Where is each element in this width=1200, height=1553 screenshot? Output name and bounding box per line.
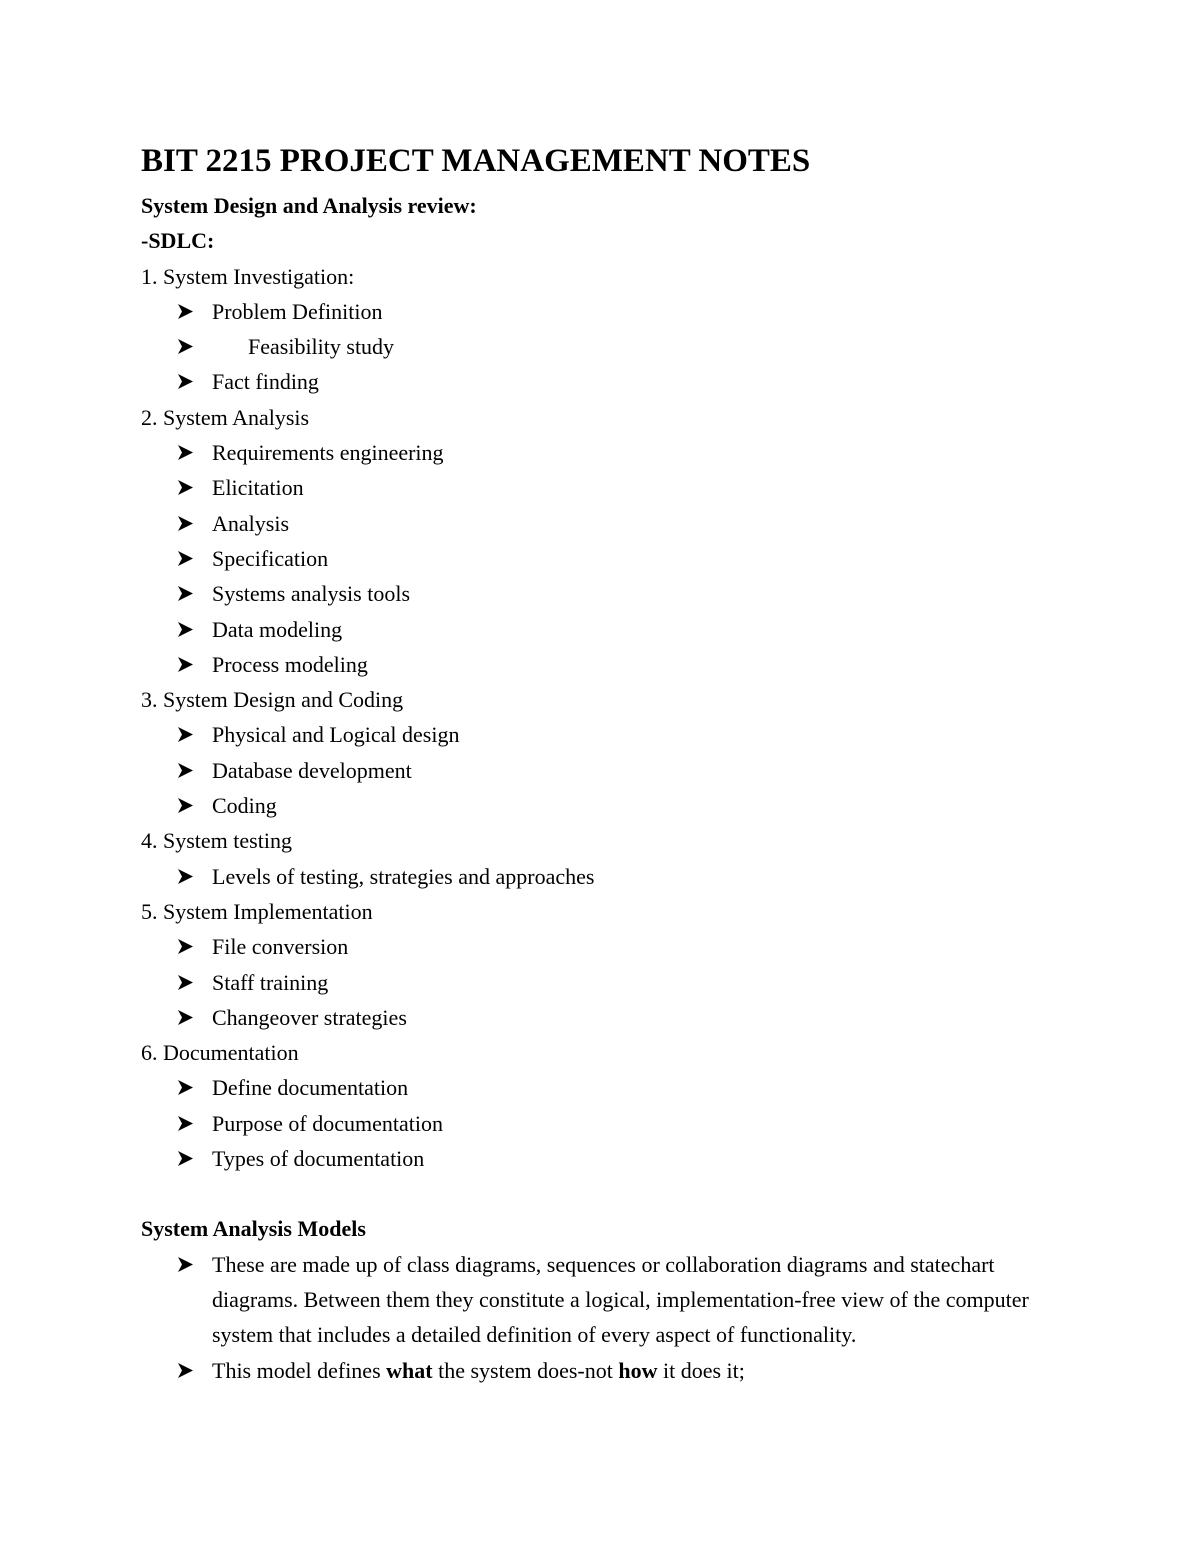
arrowhead-bullet-icon — [177, 612, 197, 647]
list-item-label: Analysis — [212, 510, 289, 536]
arrowhead-bullet-icon — [177, 1353, 197, 1388]
list-item — [141, 329, 1081, 364]
document-title: BIT 2215 PROJECT MANAGEMENT NOTES — [141, 143, 811, 179]
arrowhead-bullet-icon — [177, 929, 197, 964]
list-item — [141, 717, 1081, 752]
list-item-label: Physical and Logical design — [212, 722, 460, 748]
list-item — [141, 470, 1081, 505]
section-6 — [141, 1035, 1081, 1176]
arrowhead-bullet-icon — [177, 576, 197, 611]
list-item — [141, 647, 1081, 682]
arrowhead-bullet-icon — [177, 329, 197, 364]
list-item-label: Levels of testing, strategies and approaches — [212, 863, 595, 889]
arrowhead-bullet-icon — [177, 647, 197, 682]
arrowhead-bullet-icon — [177, 1000, 197, 1035]
section-heading: 3. System Design and Coding — [141, 687, 404, 713]
arrowhead-bullet-icon — [177, 859, 197, 894]
sdlc-label: -SDLC: — [141, 228, 215, 254]
document-page — [141, 140, 1081, 1388]
models-bullet-1 — [141, 1247, 1081, 1353]
subtitle: System Design and Analysis review: — [141, 193, 477, 218]
models-bullet-2-part3: it does it; — [657, 1357, 745, 1383]
list-item — [141, 788, 1081, 823]
models-bullet-2-bold-how: how — [618, 1357, 658, 1383]
arrowhead-bullet-icon — [177, 1247, 197, 1282]
models-bullet-2-text — [212, 1353, 1081, 1388]
list-item-label: Staff training — [212, 969, 329, 995]
list-item — [141, 1000, 1081, 1035]
list-item-label: Problem Definition — [212, 298, 383, 324]
list-item — [141, 1141, 1081, 1176]
arrowhead-bullet-icon — [177, 788, 197, 823]
arrowhead-bullet-icon — [177, 1106, 197, 1141]
list-item — [141, 364, 1081, 399]
section-heading: 1. System Investigation: — [141, 263, 355, 289]
list-item — [141, 294, 1081, 329]
arrowhead-bullet-icon — [177, 717, 197, 752]
list-item — [141, 541, 1081, 576]
list-item — [141, 576, 1081, 611]
list-item-label: Types of documentation — [212, 1146, 425, 1172]
list-item — [141, 929, 1081, 964]
list-item-label: Elicitation — [212, 475, 304, 501]
arrowhead-bullet-icon — [177, 753, 197, 788]
list-item-label: Specification — [212, 545, 329, 571]
list-item — [141, 506, 1081, 541]
models-heading: System Analysis Models — [141, 1216, 366, 1242]
section-heading: 6. Documentation — [141, 1040, 299, 1066]
arrowhead-bullet-icon — [177, 506, 197, 541]
arrowhead-bullet-icon — [177, 470, 197, 505]
section-4 — [141, 823, 1081, 894]
list-item — [141, 859, 1081, 894]
list-item-label: Fact finding — [212, 369, 319, 395]
list-item-label: File conversion — [212, 934, 349, 960]
list-item — [141, 1106, 1081, 1141]
section-5 — [141, 894, 1081, 1035]
arrowhead-bullet-icon — [177, 965, 197, 1000]
list-item-label: Requirements engineering — [212, 440, 444, 466]
models-bullet-1-text: These are made up of class diagrams, sequences or collaboration diagrams and statechart diagrams. Between them they constitute a logical, implementation-free view of the computer system that includes a detailed definition of every aspect of functionality. — [212, 1251, 1029, 1348]
models-bullet-2-part2: the system does-not — [432, 1357, 619, 1383]
models-bullet-2-part1: This model defines — [212, 1357, 387, 1383]
arrowhead-bullet-icon — [177, 364, 197, 399]
section-2 — [141, 400, 1081, 682]
list-item-label: Data modeling — [212, 616, 343, 642]
section-1 — [141, 259, 1081, 400]
section-heading: 2. System Analysis — [141, 404, 310, 430]
section-heading: 5. System Implementation — [141, 898, 373, 924]
models-bullet-2-bold-what: what — [386, 1357, 433, 1383]
list-item-label: Systems analysis tools — [212, 581, 411, 607]
arrowhead-bullet-icon — [177, 541, 197, 576]
list-item — [141, 753, 1081, 788]
list-item-label: Purpose of documentation — [212, 1110, 443, 1136]
list-item-label: Feasibility study — [248, 334, 395, 360]
section-3 — [141, 682, 1081, 823]
list-item-label: Changeover strategies — [212, 1004, 407, 1030]
list-item-label: Process modeling — [212, 651, 368, 677]
list-item — [141, 965, 1081, 1000]
list-item-label: Coding — [212, 793, 277, 819]
list-item — [141, 435, 1081, 470]
section-heading: 4. System testing — [141, 828, 292, 854]
list-item-label: Database development — [212, 757, 412, 783]
arrowhead-bullet-icon — [177, 294, 197, 329]
list-item-label: Define documentation — [212, 1075, 409, 1101]
models-section — [141, 1211, 1081, 1387]
models-bullet-2 — [141, 1353, 1081, 1388]
list-item — [141, 1070, 1081, 1105]
spacer — [141, 1176, 1081, 1211]
arrowhead-bullet-icon — [177, 435, 197, 470]
list-item — [141, 612, 1081, 647]
arrowhead-bullet-icon — [177, 1070, 197, 1105]
arrowhead-bullet-icon — [177, 1141, 197, 1176]
